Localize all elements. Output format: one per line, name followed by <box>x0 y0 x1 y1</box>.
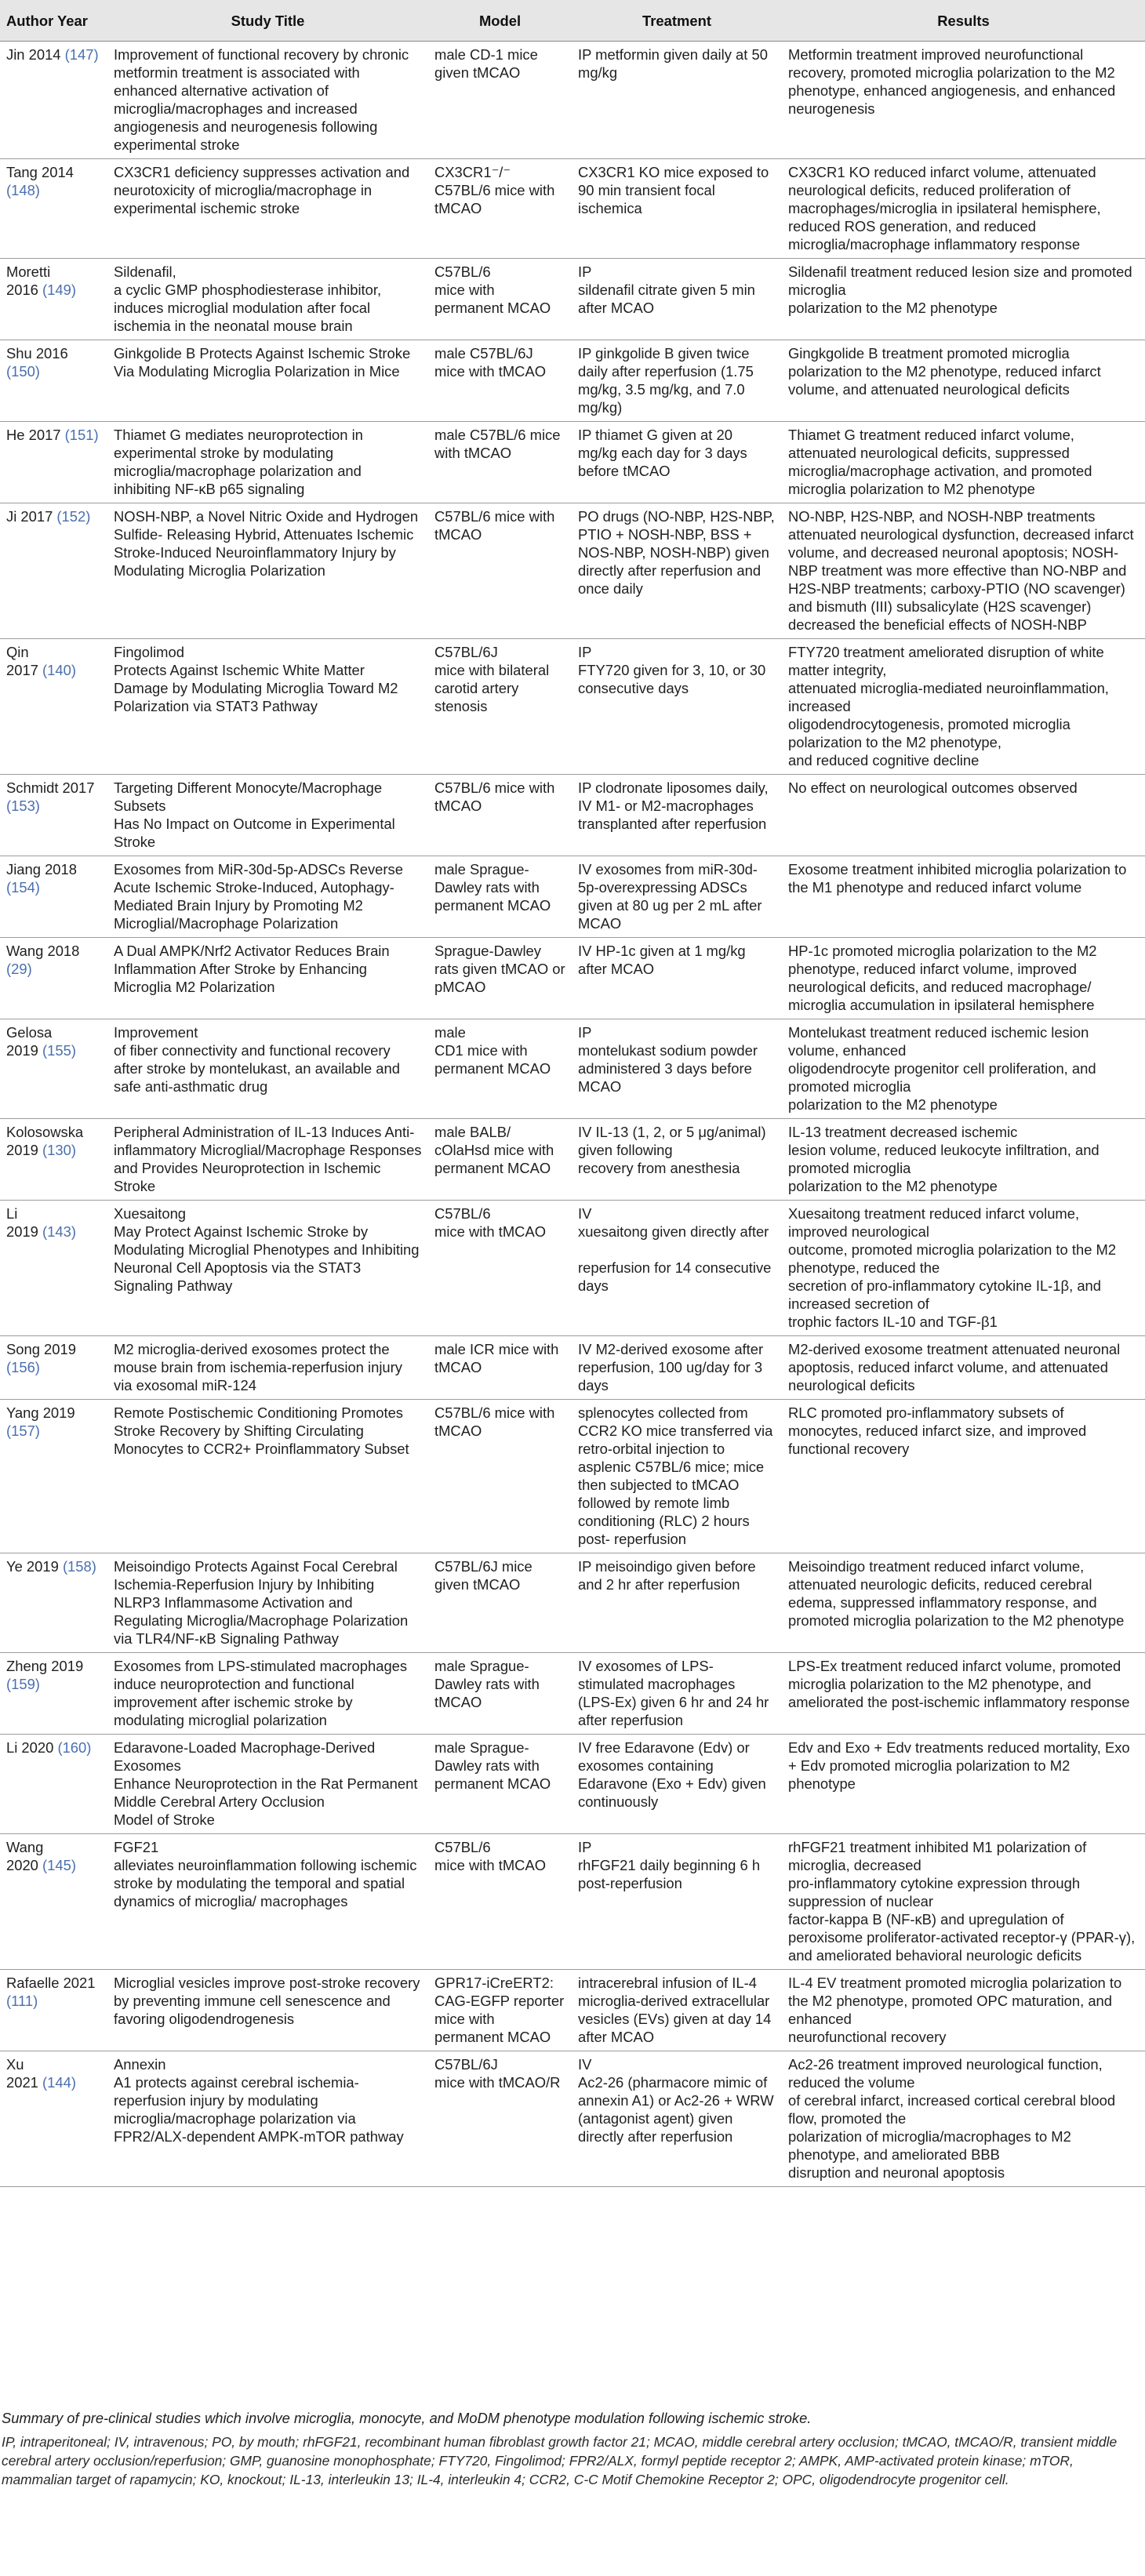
cell-results: RLC promoted pro-inflammatory subsets of monocytes, reduced infarct size, and improved functional recovery <box>788 1404 1087 1457</box>
reference-link[interactable]: (149) <box>42 282 76 298</box>
cell-study-title: A Dual AMPK/Nrf2 Activator Reduces Brain Inflammation After Stroke by Enhancing Microglia M2 Polarization <box>114 943 390 995</box>
cell-results: M2-derived exosome treatment attenuated neuronal apoptosis, reduced infarct volume, and attenuated neurological deficits <box>788 1341 1121 1393</box>
cell-model: CX3CR1⁻/⁻ C57BL/6 mice with tMCAO <box>434 164 555 216</box>
table-body <box>0 42 1145 2187</box>
cell-treatment: IP FTY720 given for 3, 10, or 30 consecutive days <box>578 644 766 696</box>
cell-study-title: M2 microglia-derived exosomes protect the mouse brain from ischemia-reperfusion injury via exosomal miR-124 <box>114 1341 402 1393</box>
cell-model: male BALB/ cOlaHsd mice with permanent MCAO <box>434 1124 554 1176</box>
author-year-text: Ji 2017 <box>6 508 57 525</box>
table-row <box>0 1201 1145 1336</box>
cell-study-title: CX3CR1 deficiency suppresses activation and neurotoxicity of microglia/macrophage in experimental ischemic stroke <box>114 164 410 216</box>
cell-model: male Sprague-Dawley rats with permanent MCAO <box>434 861 551 914</box>
table-row <box>0 42 1145 159</box>
author-year-text: Wang 2020 <box>6 1839 44 1873</box>
cell-results: Montelukast treatment reduced ischemic lesion volume, enhanced oligodendrocyte progenitor cell proliferation, and promoted microglia polarization to the M2 phenotype <box>788 1024 1096 1113</box>
cell-treatment: IV Ac2-26 (pharmacore mimic of annexin A1) or Ac2-26 + WRW (antagonist agent) given directly after reperfusion <box>578 2056 774 2145</box>
cell-results: LPS-Ex treatment reduced infarct volume, promoted microglia polarization to the M2 phenotype, and ameliorated the post-ischemic inflammatory response <box>788 1658 1130 1710</box>
cell-study-title: Targeting Different Monocyte/Macrophage Subsets Has No Impact on Outcome in Experimental Stroke <box>114 779 395 850</box>
table-row <box>0 856 1145 938</box>
cell-treatment: IP ginkgolide B given twice daily after reperfusion (1.75 mg/kg, 3.5 mg/kg, and 7.0 mg/kg) <box>578 345 754 416</box>
cell-author-year <box>0 1019 107 1119</box>
cell-treatment: IP metformin given daily at 50 mg/kg <box>578 46 768 81</box>
author-year-text: Ye 2019 <box>6 1558 63 1575</box>
cell-model: male CD-1 mice given tMCAO <box>434 46 538 81</box>
reference-link[interactable]: (152) <box>56 508 91 525</box>
cell-model: male ICR mice with tMCAO <box>434 1341 559 1375</box>
author-year-text: Li 2019 <box>6 1205 38 1240</box>
reference-link[interactable]: (111) <box>6 1993 38 2009</box>
reference-link[interactable]: (144) <box>42 2074 76 2091</box>
cell-study-title: Annexin A1 protects against cerebral ischemia-reperfusion injury by modulating microglia/macrophage polarization via FPR2/ALX-dependent AMPK-mTOR pathway <box>114 2056 404 2145</box>
table-row <box>0 1019 1145 1119</box>
reference-link[interactable]: (159) <box>6 1676 40 1692</box>
cell-model: C57BL/6 mice with tMCAO <box>434 779 555 814</box>
reference-link[interactable]: (156) <box>6 1359 40 1375</box>
author-year-text: Xu 2021 <box>6 2056 38 2091</box>
cell-author-year <box>0 856 107 938</box>
cell-author-year <box>0 259 107 340</box>
reference-link[interactable]: (157) <box>6 1422 40 1439</box>
cell-author-year <box>0 938 107 1019</box>
cell-author-year <box>0 1336 107 1400</box>
cell-model: male Sprague-Dawley rats with tMCAO <box>434 1658 540 1710</box>
reference-link[interactable]: (158) <box>62 1558 96 1575</box>
cell-model: male Sprague-Dawley rats with permanent MCAO <box>434 1739 551 1792</box>
cell-author-year <box>0 1553 107 1653</box>
cell-treatment: intracerebral infusion of IL-4 microglia-derived extracellular vesicles (EVs) given at day 14 after MCAO <box>578 1975 772 2045</box>
cell-model: male CD1 mice with permanent MCAO <box>434 1024 551 1077</box>
cell-treatment: IV free Edaravone (Edv) or exosomes containing Edaravone (Exo + Edv) given continuously <box>578 1739 766 1810</box>
cell-study-title: Exosomes from LPS-stimulated macrophages induce neuroprotection and functional improvement after ischemic stroke by modulating microglial polarization <box>114 1658 408 1728</box>
table-row <box>0 1735 1145 1834</box>
cell-model: GPR17-iCreERT2: CAG-EGFP reporter mice with permanent MCAO <box>434 1975 565 2045</box>
reference-link[interactable]: (150) <box>6 363 40 380</box>
cell-results: IL-4 EV treatment promoted microglia polarization to the M2 phenotype, promoted OPC maturation, and enhanced neurofunctional recovery <box>788 1975 1122 2045</box>
cell-model: C57BL/6J mice given tMCAO <box>434 1558 533 1593</box>
author-year-text: Rafaelle 2021 <box>6 1975 96 1991</box>
reference-link[interactable]: (153) <box>6 798 40 814</box>
cell-study-title: NOSH-NBP, a Novel Nitric Oxide and Hydrogen Sulfide- Releasing Hybrid, Attenuates Ischemic Stroke-Induced Neuroinflammatory Injury by Modulating Microglia Polarization <box>114 508 419 579</box>
table-row <box>0 159 1145 259</box>
table-row <box>0 422 1145 503</box>
cell-study-title: Microglial vesicles improve post-stroke recovery by preventing immune cell senescence and favoring oligodendrogenesis <box>114 1975 420 2027</box>
cell-study-title: Improvement of fiber connectivity and functional recovery after stroke by montelukast, an available and safe anti-asthmatic drug <box>114 1024 400 1095</box>
cell-results: NO-NBP, H2S-NBP, and NOSH-NBP treatments attenuated neurological dysfunction, decreased infarct volume, and decreased neuronal apoptosis; NOSH-NBP treatment was more effective than NO-NBP and H2S-NBP treatments; carboxy-PTIO (NO scavenger) and bismuth (III) subsalicylate (H2S scavenger) decreased the beneficial effects of NOSH-NBP <box>788 508 1134 633</box>
caption-abbreviations: IP, intraperitoneal; IV, intravenous; PO, by mouth; rhFGF21, recombinant human fibroblast growth factor 21; MCAO, middle cerebral artery occlusion; tMCAO, tMCAO/R, transient middle cerebral artery occlusion/reperfusion; GMP, guanosine monophosphate; FTY720, Fingolimod; FPR2/ALX, formyl peptide receptor 2; AMPK, AMP-activated protein kinase; mTOR, mammalian target of rapamycin; KO, knockout; IL-13, interleukin 13; IL-4, interleukin 4; CCR2, C-C Motif Chemokine Receptor 2; OPC, oligodendrocyte progenitor cell. <box>2 2434 1118 2487</box>
reference-link[interactable]: (140) <box>42 662 76 678</box>
author-year-text: Gelosa 2019 <box>6 1024 53 1059</box>
table-row <box>0 1553 1145 1653</box>
cell-treatment: IV IL-13 (1, 2, or 5 μg/animal) given following recovery from anesthesia <box>578 1124 766 1176</box>
cell-treatment: IP montelukast sodium powder administered 3 days before MCAO <box>578 1024 758 1095</box>
cell-results: Exosome treatment inhibited microglia polarization to the M1 phenotype and reduced infarct volume <box>788 861 1127 896</box>
table-row <box>0 1970 1145 2051</box>
cell-results: rhFGF21 treatment inhibited M1 polarization of microglia, decreased pro-inflammatory cytokine expression through suppression of nuclear factor-kappa B (NF-κB) and upregulation of peroxisome proliferator-activated receptor-γ (PPAR-γ), and ameliorated behavioral neurologic deficits <box>788 1839 1136 1964</box>
caption-title: Summary of pre-clinical studies which involve microglia, monocyte, and MoDM phenotype modulation following ischemic stroke. <box>2 2410 812 2426</box>
cell-treatment: splenocytes collected from CCR2 KO mice transferred via retro-orbital injection to asplenic C57BL/6 mice; mice then subjected to tMCAO followed by remote limb conditioning (RLC) 2 hours post- reperfusion <box>578 1404 773 1547</box>
cell-study-title: Xuesaitong May Protect Against Ischemic Stroke by Modulating Microglial Phenotypes and Inhibiting Neuronal Cell Apoptosis via the STAT3 Signaling Pathway <box>114 1205 420 1294</box>
cell-treatment: IV exosomes of LPS-stimulated macrophages (LPS-Ex) given 6 hr and 24 hr after reperfusion <box>578 1658 769 1728</box>
cell-study-title: Exosomes from MiR-30d-5p-ADSCs Reverse Acute Ischemic Stroke-Induced, Autophagy-Mediated Brain Injury by Promoting M2 Microglial/Macrophage Polarization <box>114 861 403 932</box>
author-year-text: Shu 2016 <box>6 345 68 362</box>
author-year-text: Li 2020 <box>6 1739 58 1756</box>
cell-model: C57BL/6 mice with tMCAO <box>434 1205 547 1240</box>
cell-author-year <box>0 1400 107 1553</box>
cell-results: Ac2-26 treatment improved neurological function, reduced the volume of cerebral infarct, increased cortical cerebral blood flow, promoted the polarization of microglia/macrophages to M2 phenotype, and ameliorated BBB disruption and neuronal apoptosis <box>788 2056 1116 2181</box>
cell-author-year <box>0 1653 107 1735</box>
cell-model: Sprague-Dawley rats given tMCAO or pMCAO <box>434 943 565 995</box>
table-row <box>0 1834 1145 1970</box>
table-row <box>0 775 1145 856</box>
author-year-text: Kolosowska 2019 <box>6 1124 84 1158</box>
cell-treatment: IP clodronate liposomes daily, IV M1- or M2-macrophages transplanted after reperfusion <box>578 779 769 832</box>
cell-model: C57BL/6 mice with tMCAO <box>434 1839 547 1873</box>
column-header-study-title: Study Title <box>107 0 428 42</box>
column-header-model: Model <box>428 0 572 42</box>
reference-link[interactable]: (148) <box>6 182 40 198</box>
cell-author-year <box>0 422 107 503</box>
cell-results: No effect on neurological outcomes observed <box>788 779 1078 796</box>
cell-treatment: IV M2-derived exosome after reperfusion, 100 ug/day for 3 days <box>578 1341 764 1393</box>
table-row <box>0 1119 1145 1201</box>
author-year-text: He 2017 <box>6 427 65 443</box>
cell-treatment: IP meisoindigo given before and 2 hr after reperfusion <box>578 1558 756 1593</box>
cell-author-year <box>0 1119 107 1201</box>
cell-author-year <box>0 639 107 775</box>
cell-treatment: CX3CR1 KO mice exposed to 90 min transient focal ischemica <box>578 164 769 216</box>
author-year-text: Tang 2014 <box>6 164 74 180</box>
cell-study-title: Edaravone-Loaded Macrophage-Derived Exosomes Enhance Neuroprotection in the Rat Permanent Middle Cerebral Artery Occlusion Model of Stroke <box>114 1739 418 1828</box>
author-year-text: Qin 2017 <box>6 644 38 678</box>
cell-model: C57BL/6 mice with permanent MCAO <box>434 263 551 316</box>
reference-link[interactable]: (151) <box>64 427 99 443</box>
cell-model: C57BL/6 mice with tMCAO <box>434 1404 555 1439</box>
table-row <box>0 503 1145 639</box>
table-row <box>0 1400 1145 1553</box>
cell-treatment: IV exosomes from miR-30d-5p-overexpressing ADSCs given at 80 ug per 2 mL after MCAO <box>578 861 762 932</box>
author-year-text: Wang 2018 <box>6 943 80 959</box>
cell-results: IL-13 treatment decreased ischemic lesion volume, reduced leukocyte infiltration, and promoted microglia polarization to the M2 phenotype <box>788 1124 1100 1194</box>
table-row <box>0 639 1145 775</box>
author-year-text: Moretti 2016 <box>6 263 51 298</box>
cell-results: Gingkgolide B treatment promoted microglia polarization to the M2 phenotype, reduced infarct volume, and attenuated neurological deficits <box>788 345 1101 398</box>
cell-author-year <box>0 1201 107 1336</box>
cell-study-title: Ginkgolide B Protects Against Ischemic Stroke Via Modulating Microglia Polarization in Mice <box>114 345 411 380</box>
reference-link[interactable]: (154) <box>6 879 40 896</box>
cell-results: Sildenafil treatment reduced lesion size and promoted microglia polarization to the M2 phenotype <box>788 263 1132 316</box>
cell-study-title: FGF21 alleviates neuroinflammation following ischemic stroke by modulating the temporal and spatial dynamics of microglia/ macrophages <box>114 1839 417 1909</box>
reference-link[interactable]: (147) <box>64 46 99 63</box>
author-year-text: Zheng 2019 <box>6 1658 84 1674</box>
cell-study-title: Remote Postischemic Conditioning Promotes Stroke Recovery by Shifting Circulating Monocytes to CCR2+ Proinflammatory Subset <box>114 1404 409 1457</box>
cell-author-year <box>0 2051 107 2187</box>
cell-model: C57BL/6J mice with bilateral carotid artery stenosis <box>434 644 550 714</box>
cell-treatment: IP rhFGF21 daily beginning 6 h post-reperfusion <box>578 1839 761 1891</box>
column-header-author-year: Author Year <box>0 0 107 42</box>
table-row <box>0 938 1145 1019</box>
cell-model: C57BL/6 mice with tMCAO <box>434 508 555 543</box>
cell-results: FTY720 treatment ameliorated disruption of white matter integrity, attenuated microglia-mediated neuroinflammation, increased oligodendrocytogenesis, promoted microglia polarization to the M2 phenotype, and reduced cognitive decline <box>788 644 1109 768</box>
reference-link[interactable]: (130) <box>42 1142 76 1158</box>
cell-author-year <box>0 1970 107 2051</box>
cell-study-title: Fingolimod Protects Against Ischemic White Matter Damage by Modulating Microglia Toward M2 Polarization via STAT3 Pathway <box>114 644 398 714</box>
cell-treatment: IP sildenafil citrate given 5 min after MCAO <box>578 263 755 316</box>
cell-author-year <box>0 1834 107 1970</box>
cell-results: Xuesaitong treatment reduced infarct volume, improved neurological outcome, promoted microglia polarization to the M2 phenotype, reduced the secretion of pro-inflammatory cytokine IL-1β, and increased secretion of trophic factors IL-10 and TGF-β1 <box>788 1205 1117 1330</box>
cell-results: CX3CR1 KO reduced infarct volume, attenuated neurological deficits, reduced proliferation of macrophages/microglia in ipsilateral hemisphere, reduced ROS generation, and reduced microglia/macrophage inflammatory response <box>788 164 1101 253</box>
cell-author-year <box>0 775 107 856</box>
cell-results: Edv and Exo + Edv treatments reduced mortality, Exo + Edv promoted microglia polarization to M2 phenotype <box>788 1739 1130 1792</box>
cell-author-year <box>0 340 107 422</box>
table-row <box>0 1653 1145 1735</box>
reference-link[interactable]: (145) <box>42 1857 76 1873</box>
reference-link[interactable]: (155) <box>42 1042 76 1059</box>
cell-model: male C57BL/6 mice with tMCAO <box>434 427 561 461</box>
table-caption <box>0 2409 1140 2489</box>
cell-results: Meisoindigo treatment reduced infarct volume, attenuated neurologic deficits, reduced cerebral edema, suppressed inflammatory response, and promoted microglia polarization to the M2 phenotype <box>788 1558 1125 1629</box>
table-row <box>0 1336 1145 1400</box>
cell-study-title: Thiamet G mediates neuroprotection in experimental stroke by modulating microglia/macrophage polarization and inhibiting NF-κB p65 signaling <box>114 427 363 497</box>
cell-results: Thiamet G treatment reduced infarct volume, attenuated neurological deficits, suppressed microglia/macrophage activation, and promoted microglia polarization to M2 phenotype <box>788 427 1092 497</box>
cell-study-title: Meisoindigo Protects Against Focal Cerebral Ischemia-Reperfusion Injury by Inhibiting NLRP3 Inflammasome Activation and Regulating Microglia/Macrophage Polarization via TLR4/NF-κB Signaling Pathway <box>114 1558 409 1647</box>
cell-study-title: Peripheral Administration of IL-13 Induces Anti-inflammatory Microglial/Macrophage Responses and Provides Neuroprotection in Ischemic Stroke <box>114 1124 422 1194</box>
table-row <box>0 2051 1145 2187</box>
column-header-results: Results <box>782 0 1145 42</box>
cell-author-year <box>0 1735 107 1834</box>
table-row <box>0 340 1145 422</box>
cell-author-year <box>0 159 107 259</box>
table-header <box>0 0 1145 42</box>
cell-treatment: IV xuesaitong given directly after reperfusion for 14 consecutive days <box>578 1205 772 1294</box>
author-year-text: Jin 2014 <box>6 46 65 63</box>
reference-link[interactable]: (29) <box>6 961 32 977</box>
cell-author-year <box>0 503 107 639</box>
cell-results: Metformin treatment improved neurofunctional recovery, promoted microglia polarization to the M2 phenotype, enhanced angiogenesis, and enhanced neurogenesis <box>788 46 1116 117</box>
cell-model: male C57BL/6J mice with tMCAO <box>434 345 547 380</box>
cell-results: HP-1c promoted microglia polarization to the M2 phenotype, reduced infarct volume, improved neurological deficits, and reduced macrophage/ microglia accumulation in ipsilateral hemisphere <box>788 943 1097 1013</box>
author-year-text: Song 2019 <box>6 1341 76 1357</box>
cell-treatment: PO drugs (NO-NBP, H2S-NBP, PTIO + NOSH-NBP, BSS + NOS-NBP, NOSH-NBP) given directly after reperfusion and once daily <box>578 508 775 597</box>
reference-link[interactable]: (160) <box>57 1739 92 1756</box>
author-year-text: Yang 2019 <box>6 1404 75 1421</box>
reference-link[interactable]: (143) <box>42 1223 76 1240</box>
author-year-text: Jiang 2018 <box>6 861 77 877</box>
cell-study-title: Sildenafil, a cyclic GMP phosphodiesterase inhibitor, induces microglial modulation after focal ischemia in the neonatal mouse brain <box>114 263 382 334</box>
column-header-treatment: Treatment <box>572 0 782 42</box>
cell-treatment: IV HP-1c given at 1 mg/kg after MCAO <box>578 943 746 977</box>
cell-author-year <box>0 42 107 159</box>
cell-model: C57BL/6J mice with tMCAO/R <box>434 2056 561 2091</box>
author-year-text: Schmidt 2017 <box>6 779 95 796</box>
cell-study-title: Improvement of functional recovery by chronic metformin treatment is associated with enhanced alternative activation of microglia/macrophages and increased angiogenesis and neurogenesis following experimental stroke <box>114 46 409 153</box>
table-row <box>0 259 1145 340</box>
cell-treatment: IP thiamet G given at 20 mg/kg each day for 3 days before tMCAO <box>578 427 747 479</box>
